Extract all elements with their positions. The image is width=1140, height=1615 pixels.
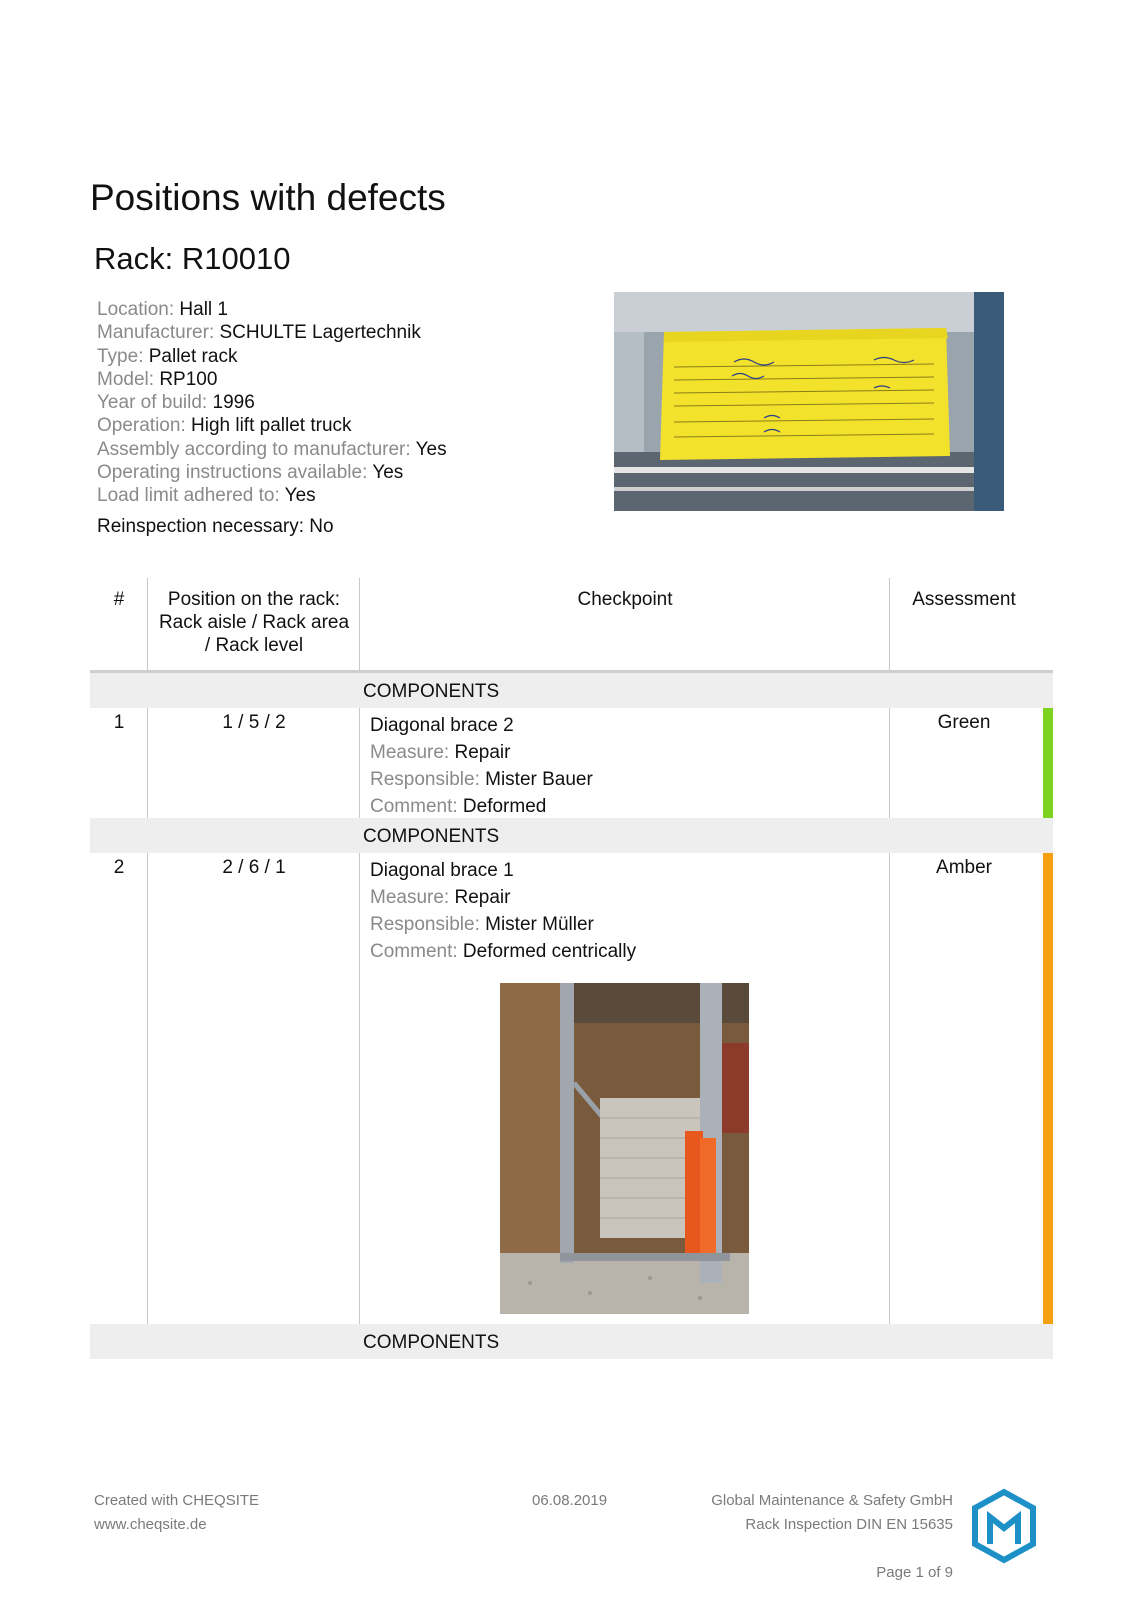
group-header: COMPONENTS bbox=[90, 673, 1053, 708]
row-assessment: Green bbox=[937, 712, 991, 733]
info-instructions: Operating instructions available: Yes bbox=[97, 462, 404, 484]
header-number: # bbox=[113, 589, 125, 610]
info-model: Model: RP100 bbox=[97, 368, 218, 390]
table-row bbox=[90, 853, 1053, 1324]
rack-title: Rack: R10010 bbox=[94, 241, 291, 276]
row-position: 1 / 5 / 2 bbox=[222, 712, 286, 733]
row-position: 2 / 6 / 1 bbox=[222, 857, 286, 878]
group-header: COMPONENTS bbox=[90, 1324, 1053, 1359]
row-checkpoint: Diagonal brace 1 Measure: Repair Responsible: Mister Müller Comment: Deformed centrically bbox=[370, 860, 637, 962]
header-assessment: Assessment bbox=[912, 589, 1016, 610]
header-position: Position on the rack: Rack aisle / Rack area / Rack level bbox=[158, 589, 350, 656]
row-number: 2 bbox=[113, 857, 125, 878]
info-type: Type: Pallet rack bbox=[97, 345, 238, 367]
page-title: Positions with defects bbox=[90, 177, 446, 218]
info-load-limit: Load limit adhered to: Yes bbox=[97, 485, 316, 507]
header-checkpoint: Checkpoint bbox=[577, 589, 673, 610]
info-assembly: Assembly according to manufacturer: Yes bbox=[97, 438, 447, 460]
page-number: Page 1 of 9 bbox=[876, 1564, 953, 1581]
info-operation: Operation: High lift pallet truck bbox=[97, 415, 352, 437]
footer-date: 06.08.2019 bbox=[532, 1492, 608, 1509]
info-year: Year of build: 1996 bbox=[97, 392, 255, 414]
rack-info bbox=[97, 298, 447, 538]
row-assessment: Amber bbox=[936, 857, 992, 878]
rack-label-photo bbox=[614, 292, 1004, 511]
assessment-color-bar bbox=[1043, 708, 1053, 818]
info-reinspection: Reinspection necessary: No bbox=[97, 515, 334, 537]
row-number: 1 bbox=[113, 712, 125, 733]
footer-created: Created with CHEQSITE www.cheqsite.de bbox=[94, 1489, 259, 1537]
group-header: COMPONENTS bbox=[90, 818, 1053, 853]
assessment-color-bar bbox=[1043, 853, 1053, 1324]
info-location: Location: Hall 1 bbox=[97, 299, 228, 320]
footer-company: Global Maintenance & Safety GmbH Rack Inspection DIN EN 15635 bbox=[711, 1492, 953, 1533]
cheqsite-logo-icon bbox=[971, 1488, 1037, 1564]
defect-photo bbox=[500, 983, 749, 1314]
footer-website-link[interactable]: www.cheqsite.de bbox=[94, 1516, 207, 1533]
table-row bbox=[90, 708, 1053, 818]
row-checkpoint: Diagonal brace 2 Measure: Repair Responsible: Mister Bauer Comment: Deformed bbox=[370, 715, 593, 817]
info-manufacturer: Manufacturer: SCHULTE Lagertechnik bbox=[97, 322, 421, 344]
